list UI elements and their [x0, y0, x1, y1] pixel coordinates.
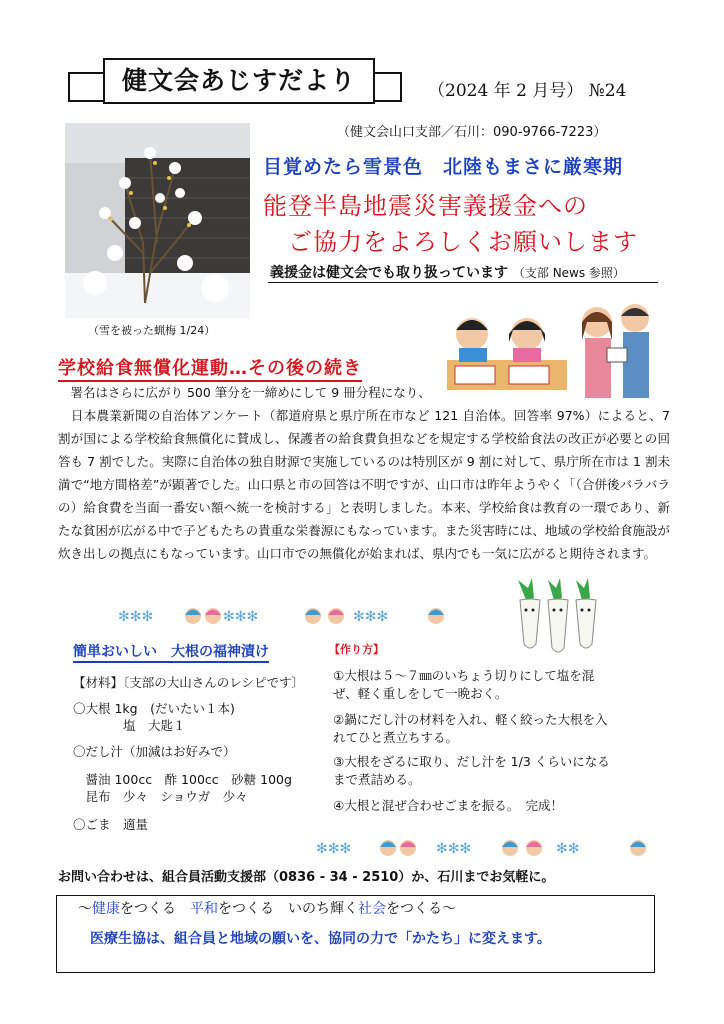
divider	[268, 282, 658, 283]
ingredient-line: 〇大根 1kg (だいたい１本)	[73, 701, 235, 716]
article-paragraph: 署名はさらに広がり 500 筆分を一締めにして 9 冊分程になり、	[58, 385, 431, 400]
howto-label: 【作り方】	[329, 643, 384, 656]
headline-donation-2: ご協力をよろしくお願いします	[288, 228, 638, 256]
recipe-step: ④大根と混ぜ合わせごまを振る。 完成！	[333, 798, 563, 813]
svg-text:✻✻✻: ✻✻✻	[316, 841, 352, 857]
footer-slogan	[78, 898, 456, 918]
photo-caption: （雪を被った蝋梅 1/24）	[88, 324, 216, 337]
slogan-society: 社会	[358, 901, 386, 917]
inquiry-text: お問い合わせは、組合員活動支援部（0836 - 34 - 2510）か、石川までお気軽に。	[58, 870, 555, 885]
ingredient-line: 昆布 少々 ショウガ 少々	[73, 789, 248, 804]
svg-text:✻✻✻: ✻✻✻	[223, 609, 259, 625]
ingredient-line: 〇だし汁（加減はお好みで）	[73, 744, 236, 759]
svg-text:✻✻✻: ✻✻✻	[118, 609, 154, 625]
donation-note-ref: （支部 News 参照）	[512, 266, 625, 280]
slogan-health: 健康	[92, 901, 120, 917]
article-paragraph: 日本農業新聞の自治体アンケート（都道府県と県庁所在市など 121 自治体。回答率 97%）によると、7 割が国による学校給食無償化に賛成し、保護者の給食費負担などを規定する学校給食法の改正が必要との回答も 7 割でした。実際に自治体の独自財源で実施しているのは特別区が 9 割に対して、県庁所在市は 1 割未満で“地方間格差”が顕著でした。山口県と市の回答は不明ですが、山口市は昨年ようやく「（合併後バラバラの）給食費を当面一番安い額へ統一を検討する」と表明しました。本来、学校給食は教育の一環であり、新たな貧困が広がる中で子どもたちの貴重な栄養源にもなっています。また災害時には、地域の学校給食施設が炊き出しの拠点にもなっています。山口市での無償化が始まれば、県内でも一気に広がると期待されます。	[58, 408, 670, 561]
recipe-step: ②鍋にだし汁の材料を入れ、軽く絞った大根を入れてひと煮立ちする。	[333, 712, 608, 745]
svg-text:✻✻: ✻✻	[556, 841, 580, 857]
slogan-peace: 平和	[190, 901, 218, 917]
article-body	[58, 381, 670, 565]
newsletter-title: 健文会あじすだより	[103, 58, 375, 104]
issue-number: （2024 年 2 月号） №24	[428, 81, 627, 101]
svg-text:✻✻✻: ✻✻✻	[436, 841, 472, 857]
slogan-part: をつくる	[120, 901, 190, 917]
recipe-step: ③大根をざるに取り、だし汁を 1/3 くらいになるまで煮詰める。	[333, 754, 610, 787]
slogan-part: ～	[78, 901, 92, 917]
headline-donation-1: 能登半島地震災害義援金への	[263, 192, 588, 220]
ingredient-line: 塩 大匙１	[73, 718, 186, 733]
svg-text:✻✻✻: ✻✻✻	[353, 609, 389, 625]
slogan-part: をつくる いのち輝く	[218, 901, 358, 917]
snow-plum-photo	[65, 123, 250, 318]
headline-weather: 目覚めたら雪景色 北陸もまさに厳寒期	[263, 156, 624, 178]
snowflake-border	[316, 838, 651, 858]
recipe-title: 簡単おいしい 大根の福神漬け	[73, 641, 269, 663]
footer-motto: 医療生協は、組合員と地域の願いを、協同の力で「かたち」に変えます。	[90, 931, 551, 947]
donation-note	[270, 262, 625, 282]
snowflake-border	[118, 606, 448, 626]
recipe-materials-label: 【材料】〔支部の大山さんのレシピです〕	[73, 675, 304, 690]
radish-characters-illustration	[512, 578, 602, 656]
contact-info: （健文会山口支部／石川：090-9766-7223）	[337, 125, 607, 140]
article-title: 学校給食無償化運動…その後の続き	[58, 354, 362, 382]
donation-note-text: 義援金は健文会でも取り扱っています	[270, 265, 508, 281]
slogan-part: をつくる～	[386, 901, 456, 917]
ingredient-line: 〇ごま 適量	[73, 817, 149, 832]
ingredient-line: 醤油 100cc 酢 100cc 砂糖 100g	[73, 772, 292, 787]
recipe-step: ①大根は５～７㎜のいちょう切りにして塩を混ぜ、軽く重しをして一晩おく。	[333, 668, 595, 701]
